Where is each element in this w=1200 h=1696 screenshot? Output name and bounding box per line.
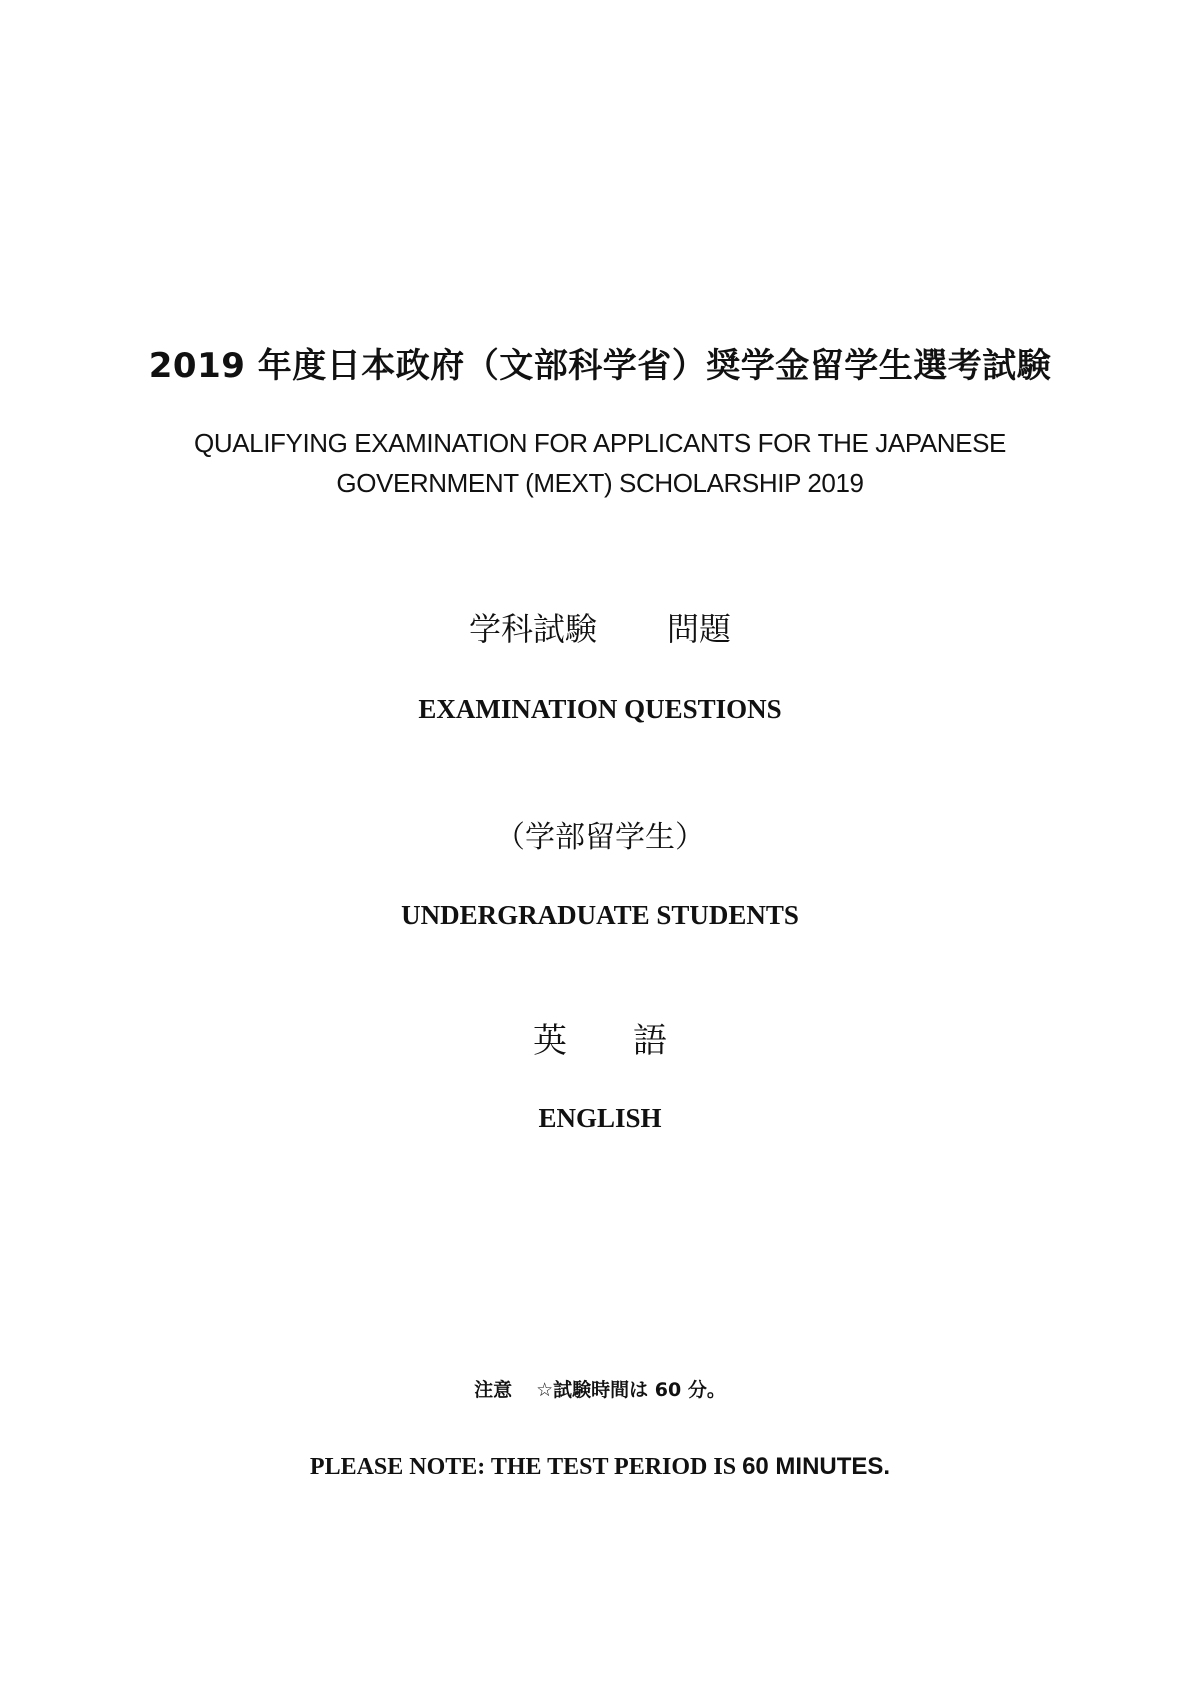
english-title-line-1: QUALIFYING EXAMINATION FOR APPLICANTS FOR THE JAPANESE bbox=[194, 428, 1006, 458]
japanese-note bbox=[0, 1375, 1200, 1402]
japanese-exam-heading bbox=[0, 604, 1200, 650]
japanese-title: 2019 年度日本政府（文部科学省）奨学金留学生選考試験 bbox=[148, 346, 1052, 386]
japanese-note-label: 注意 bbox=[474, 1379, 513, 1401]
japanese-subject-char-1: 英 bbox=[533, 1023, 567, 1060]
english-exam-heading: EXAMINATION QUESTIONS bbox=[418, 694, 782, 724]
english-subject: ENGLISH bbox=[538, 1103, 662, 1133]
japanese-exam-part2: 問題 bbox=[667, 611, 732, 647]
english-title-line-2: GOVERNMENT (MEXT) SCHOLARSHIP 2019 bbox=[336, 468, 864, 498]
japanese-subject bbox=[0, 1013, 1200, 1062]
english-note bbox=[0, 1453, 1200, 1481]
japanese-exam-part1: 学科試験 bbox=[468, 611, 597, 647]
english-note-duration: 60 MINUTES. bbox=[742, 1453, 891, 1480]
japanese-student-level: （学部留学生） bbox=[495, 821, 705, 854]
english-student-level: UNDERGRADUATE STUDENTS bbox=[401, 900, 799, 930]
japanese-subject-char-2: 語 bbox=[633, 1023, 667, 1060]
japanese-note-text: ☆試験時間は 60 分。 bbox=[536, 1379, 726, 1401]
english-note-text: PLEASE NOTE: THE TEST PERIOD IS bbox=[309, 1454, 743, 1480]
